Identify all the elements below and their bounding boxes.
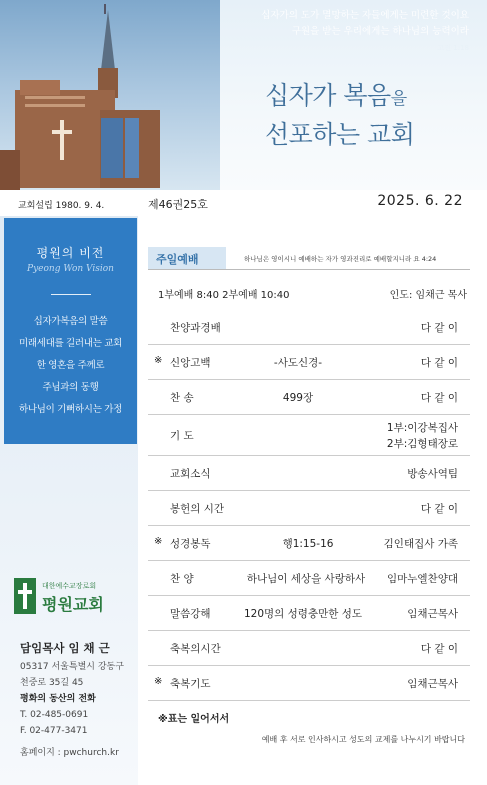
- worship-row: [148, 380, 470, 415]
- address-line-2: 천중로 35길 45: [20, 678, 84, 688]
- bulletin-title: [265, 78, 414, 153]
- prayer-leader-1: 1부:이강복집사: [386, 422, 458, 434]
- item-name: 기 도: [170, 430, 194, 442]
- service-label-box: [148, 247, 226, 269]
- fax: F. 02-477-3471: [20, 726, 88, 736]
- title-line-1-suffix: 을: [390, 89, 407, 109]
- volume-number: 제46권25호: [148, 198, 208, 211]
- header-banner: [0, 0, 487, 190]
- item-name: 말씀강해: [170, 608, 211, 620]
- vision-divider: [51, 294, 91, 295]
- worship-row: [148, 666, 470, 701]
- item-leader: 다 같 이: [420, 503, 458, 515]
- worship-row: [148, 345, 470, 380]
- prayer-leader-2: 2부:김형태장로: [386, 438, 458, 450]
- item-leader: 임채근목사: [407, 608, 458, 620]
- title-line-1: 십자가 복음: [265, 81, 391, 110]
- item-detail: -사도신경-: [273, 357, 323, 369]
- verse-line-1: 십자가의 도가 멸망하는 자들에게는 미련한 것이요: [261, 10, 469, 21]
- item-name: 교회소식: [170, 468, 211, 480]
- order-of-worship: [148, 310, 470, 701]
- verse-line-2: 구원을 받는 우리에게는 하나님의 능력이라: [291, 26, 469, 37]
- stand-note: ※표는 일어서서: [158, 714, 230, 725]
- item-name: 축복기도: [170, 678, 211, 690]
- item-detail: 하나님이 세상을 사랑하사: [246, 573, 366, 585]
- cross-icon: [14, 578, 36, 614]
- phone-title: 평화의 동산의 전화: [20, 694, 96, 704]
- service-divider: [148, 269, 470, 270]
- denomination: 대한예수교장로회: [42, 582, 97, 590]
- vision-title: 평원의 비전: [36, 246, 105, 260]
- item-name: 축복의시간: [170, 643, 221, 655]
- item-leader: 다 같 이: [420, 357, 458, 369]
- item-name: 봉헌의 시간: [170, 503, 225, 515]
- service-verse: 하나님은 영이시니 예배하는 자가 영과진리로 예배할지니라 요 4:24: [244, 255, 437, 263]
- vision-list: [4, 313, 137, 423]
- stand-marker: ※: [154, 536, 163, 547]
- verse-reference: 고전 1:18: [437, 44, 469, 52]
- vision-item: 주님과의 동행: [42, 382, 99, 393]
- worship-row: [148, 596, 470, 631]
- item-leader: 임마누엘찬양대: [386, 573, 458, 585]
- item-leader: 김인태집사 가족: [383, 538, 458, 550]
- worship-row: [148, 415, 470, 456]
- vision-item: 미래세대를 길러내는 교회: [18, 338, 123, 349]
- item-name: 찬 양: [170, 573, 194, 585]
- service-leader: 인도: 임채근 목사: [389, 290, 467, 301]
- established-date: 교회설립 1980. 9. 4.: [18, 201, 105, 211]
- vision-item: 한 영혼을 주께로: [36, 360, 105, 371]
- item-name: 찬 송: [170, 392, 194, 404]
- fellowship-note: 예배 후 서로 인사하시고 성도의 교제를 나누시기 바랍니다: [261, 735, 465, 744]
- stand-marker: ※: [154, 355, 163, 366]
- church-contact: [20, 640, 130, 761]
- item-leader: 다 같 이: [420, 322, 458, 334]
- worship-row: [148, 310, 470, 345]
- address-line-1: 05317 서울특별시 강동구: [20, 662, 124, 672]
- homepage-link[interactable]: 홈페이지 : pwchurch.kr: [20, 748, 119, 758]
- vision-subtitle: Pyeong Won Vision: [27, 264, 114, 274]
- senior-pastor: 담임목사 임 채 근: [20, 641, 110, 655]
- header-verse: [169, 8, 469, 56]
- vision-panel: [4, 218, 137, 444]
- vision-item: 하나님이 기뻐하시는 가정: [18, 404, 123, 415]
- stand-marker: ※: [154, 676, 163, 687]
- item-leader: [387, 420, 458, 452]
- item-detail: 499장: [282, 392, 314, 404]
- item-name: 찬양과경배: [170, 322, 221, 334]
- service-times: 1부예배 8:40 2부예배 10:40: [158, 290, 290, 301]
- title-line-2: 선포하는 교회: [265, 120, 415, 149]
- item-detail: 행1:15-16: [282, 538, 334, 550]
- item-detail: 120명의 성령충만한 성도: [243, 608, 363, 620]
- item-leader: 임채근목사: [407, 678, 458, 690]
- vision-item: 십자가복음의 말씀: [33, 316, 108, 327]
- church-name: 평원교회: [42, 595, 104, 614]
- telephone: T. 02-485-0691: [20, 710, 89, 720]
- bulletin-date: 2025. 6. 22: [377, 193, 463, 209]
- worship-row: [148, 526, 470, 561]
- item-leader: 방송사역팀: [407, 468, 458, 480]
- worship-row: [148, 561, 470, 596]
- item-name: 성경봉독: [170, 538, 211, 550]
- item-name: 신앙고백: [170, 357, 211, 369]
- item-leader: 다 같 이: [420, 392, 458, 404]
- worship-row: [148, 491, 470, 526]
- service-header: [148, 247, 470, 271]
- worship-row: [148, 631, 470, 666]
- service-label: 주일예배: [156, 253, 199, 266]
- item-leader: 다 같 이: [420, 643, 458, 655]
- worship-row: [148, 456, 470, 491]
- info-bar: [0, 190, 487, 216]
